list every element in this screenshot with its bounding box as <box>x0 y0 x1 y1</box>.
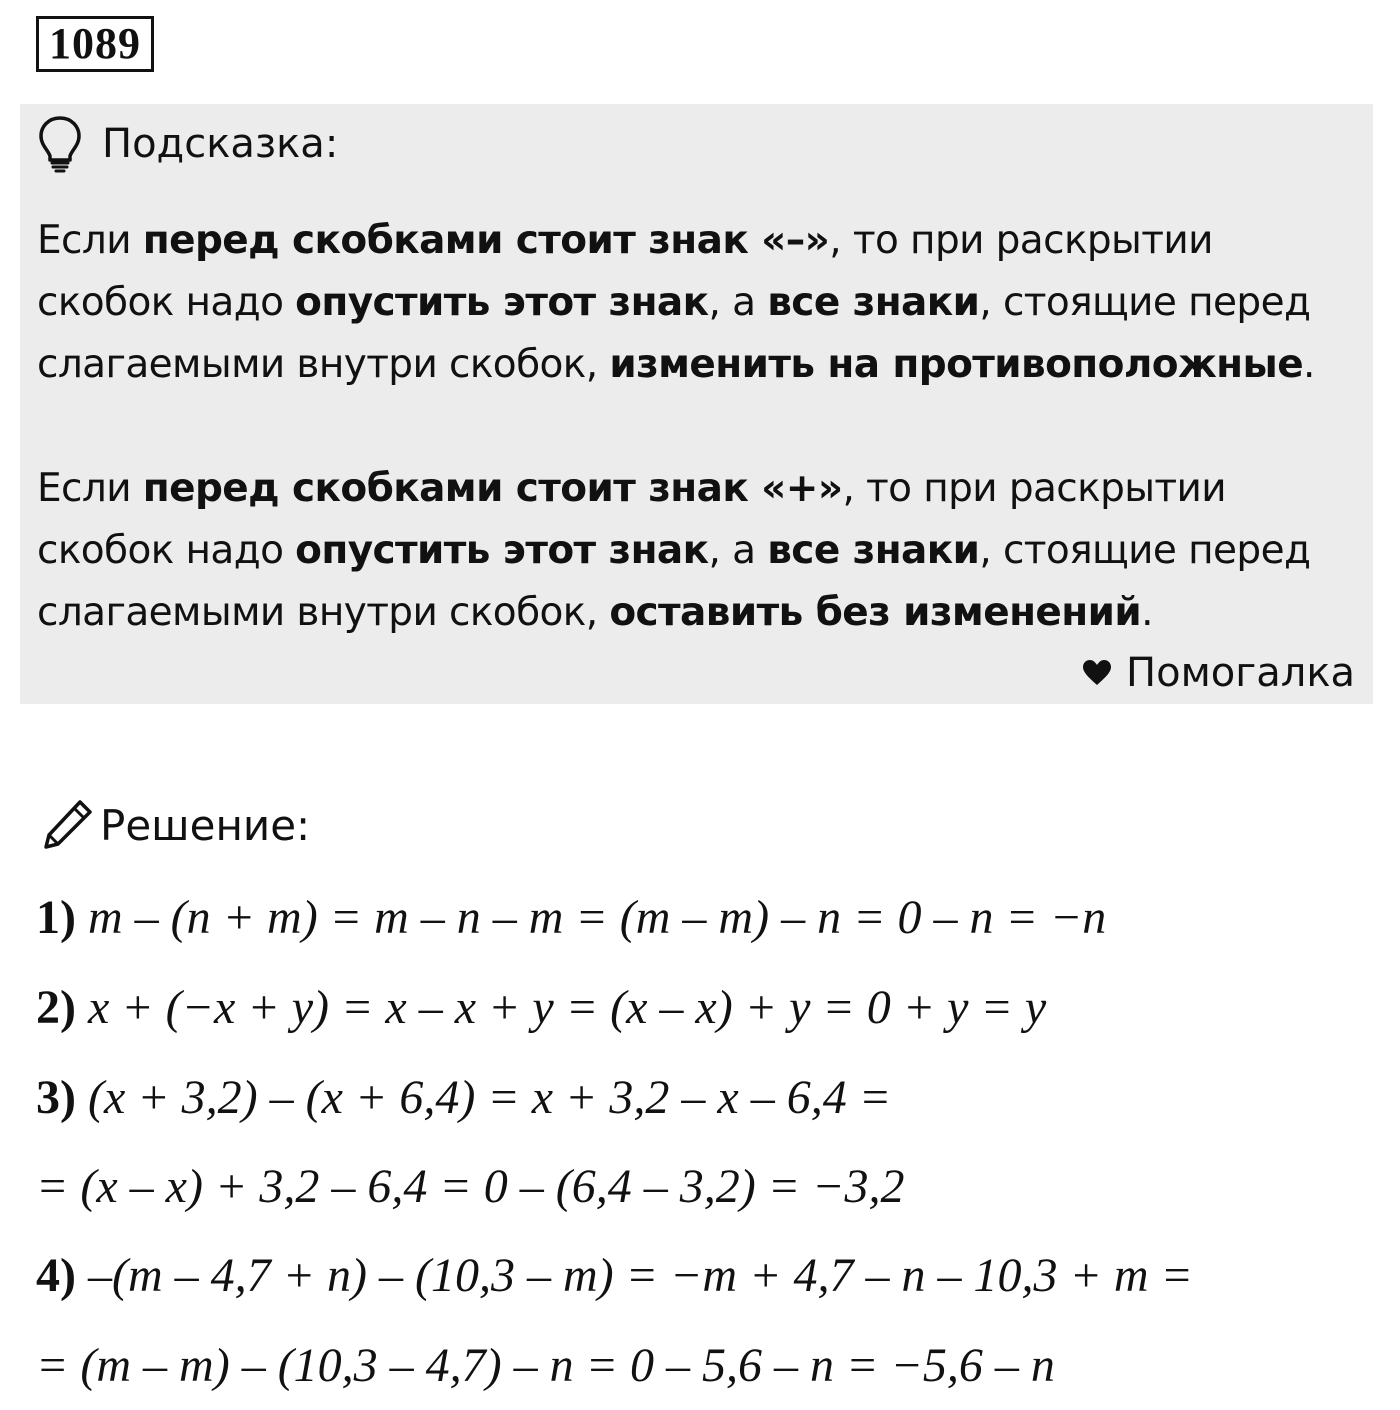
solution-header <box>40 798 310 852</box>
line-expression: (x + 3,2) – (x + 6,4) = x + 3,2 – x – 6,4 = <box>87 1071 892 1124</box>
line-expression: = (x – x) + 3,2 – 6,4 = 0 – (6,4 – 3,2) = −3,2 <box>36 1160 905 1213</box>
lightbulb-icon <box>36 114 84 174</box>
solution-line-3 <box>36 1068 891 1128</box>
solution-title: Решение: <box>100 800 311 850</box>
hint-paragraph-minus: Если перед скобками стоит знак «–», то при раскрытии скобок надо опустить этот знак, а все знаки, стоящие перед слагаемыми внутри скобок, изменить на противоположные. <box>37 218 1315 387</box>
solution-line-4 <box>36 1246 1193 1306</box>
line-number: 2) <box>36 981 76 1034</box>
hint-box <box>20 104 1373 704</box>
pencil-icon <box>40 798 94 852</box>
line-expression: x + (−x + y) = x – x + y = (x – x) + y = 0 + y = y <box>87 981 1047 1034</box>
solution-line-2 <box>36 978 1046 1038</box>
signature <box>1082 650 1355 696</box>
signature-text: Помогалка <box>1126 650 1355 696</box>
line-number: 4) <box>36 1249 76 1302</box>
hint-paragraph-plus: Если перед скобками стоит знак «+», то при раскрытии скобок надо опустить этот знак, а все знаки, стоящие перед слагаемыми внутри скобок, оставить без изменений. <box>37 466 1311 635</box>
solution-line-1 <box>36 888 1106 948</box>
line-number: 1) <box>36 891 76 944</box>
solution-line-4-continued <box>36 1336 1055 1396</box>
line-expression: –(m – 4,7 + n) – (10,3 – m) = −m + 4,7 – n – 10,3 + m = <box>87 1249 1193 1302</box>
hint-header <box>36 114 338 174</box>
heart-icon <box>1082 659 1126 687</box>
solution-line-3-continued <box>36 1157 905 1217</box>
hint-title: Подсказка: <box>102 121 339 167</box>
line-expression: = (m – m) – (10,3 – 4,7) – n = 0 – 5,6 – n = −5,6 – n <box>36 1339 1055 1392</box>
task-number: 1089 <box>36 16 154 72</box>
line-expression: m – (n + m) = m – n – m = (m – m) – n = 0 – n = −n <box>87 891 1107 944</box>
line-number: 3) <box>36 1071 76 1124</box>
